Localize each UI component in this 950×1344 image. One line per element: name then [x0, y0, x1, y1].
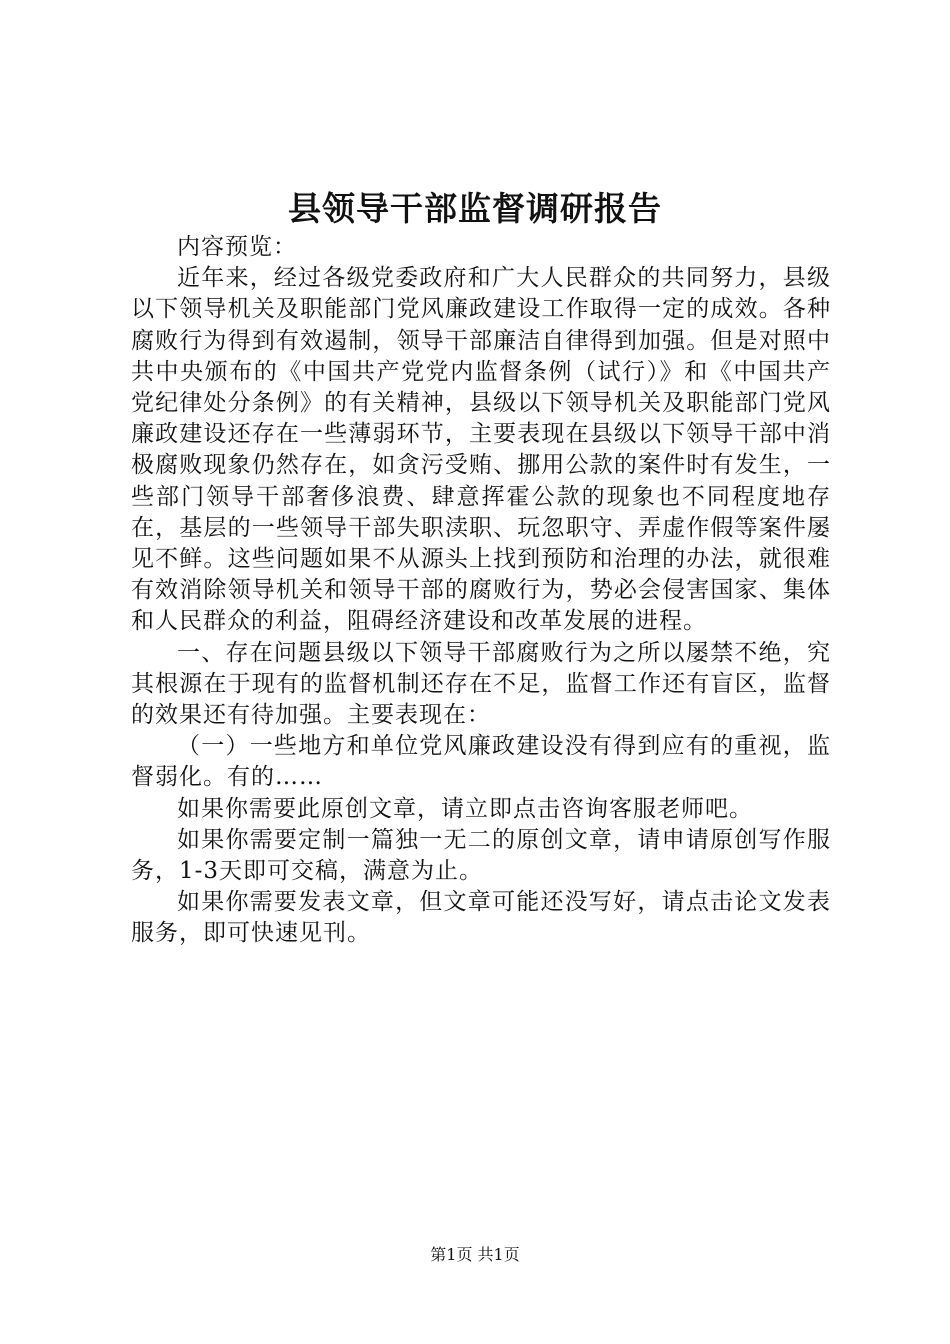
original-article-notice: 如果你需要此原创文章，请立即点击咨询客服老师吧。: [177, 795, 753, 822]
intro-paragraph: 近年来，经过各级党委政府和广大人民群众的共同努力，县级以下领导机关及职能部门党风廉政建设工作取得一定的成效。各种腐败行为得到有效遏制，领导干部廉洁自律得到加强。但是对照中共中央颁布的《中国共产党党内监督条例（试行）》和《中国共产党纪律处分条例》的有关精神，县级以下领导机关及职能部门党风廉政建设还存在一些薄弱环节，主要表现在县级以下领导干部中消极腐败现象仍然存在，如贪污受贿、挪用公款的案件时有发生，一些部门领导干部奢侈浪费、肆意挥霍公款的现象也不同程度地存在，基层的一些领导干部失职渎职、玩忽职守、弄虚作假等案件屡见不鲜。这些问题如果不从源头上找到预防和治理的办法，就很难有效消除领导机关和领导干部的腐败行为，势必会侵害国家、集体和人民群众的利益，阻碍经济建设和改革发展的进程。: [131, 265, 831, 635]
custom-writing-notice: 如果你需要定制一篇独一无二的原创文章，请申请原创写作服务，1-3天即可交稿，满意为止。: [131, 826, 831, 885]
document-title: 县领导干部监督调研报告: [288, 189, 662, 228]
section-one-paragraph: 一、存在问题县级以下领导干部腐败行为之所以屡禁不绝，究其根源在于现有的监督机制还存在不足，监督工作还有盲区，监督的效果还有待加强。主要表现在：: [131, 639, 831, 729]
document-body: [131, 232, 831, 950]
publishing-service-notice: 如果你需要发表文章，但文章可能还没写好，请点击论文发表服务，即可快速见刊。: [131, 889, 831, 947]
preview-label: 内容预览：: [177, 234, 297, 260]
page-number-footer: 第1页 共1页: [430, 1245, 520, 1264]
subsection-one-paragraph: （一）一些地方和单位党风廉政建设没有得到应有的重视，监督弱化。有的……: [131, 733, 831, 791]
